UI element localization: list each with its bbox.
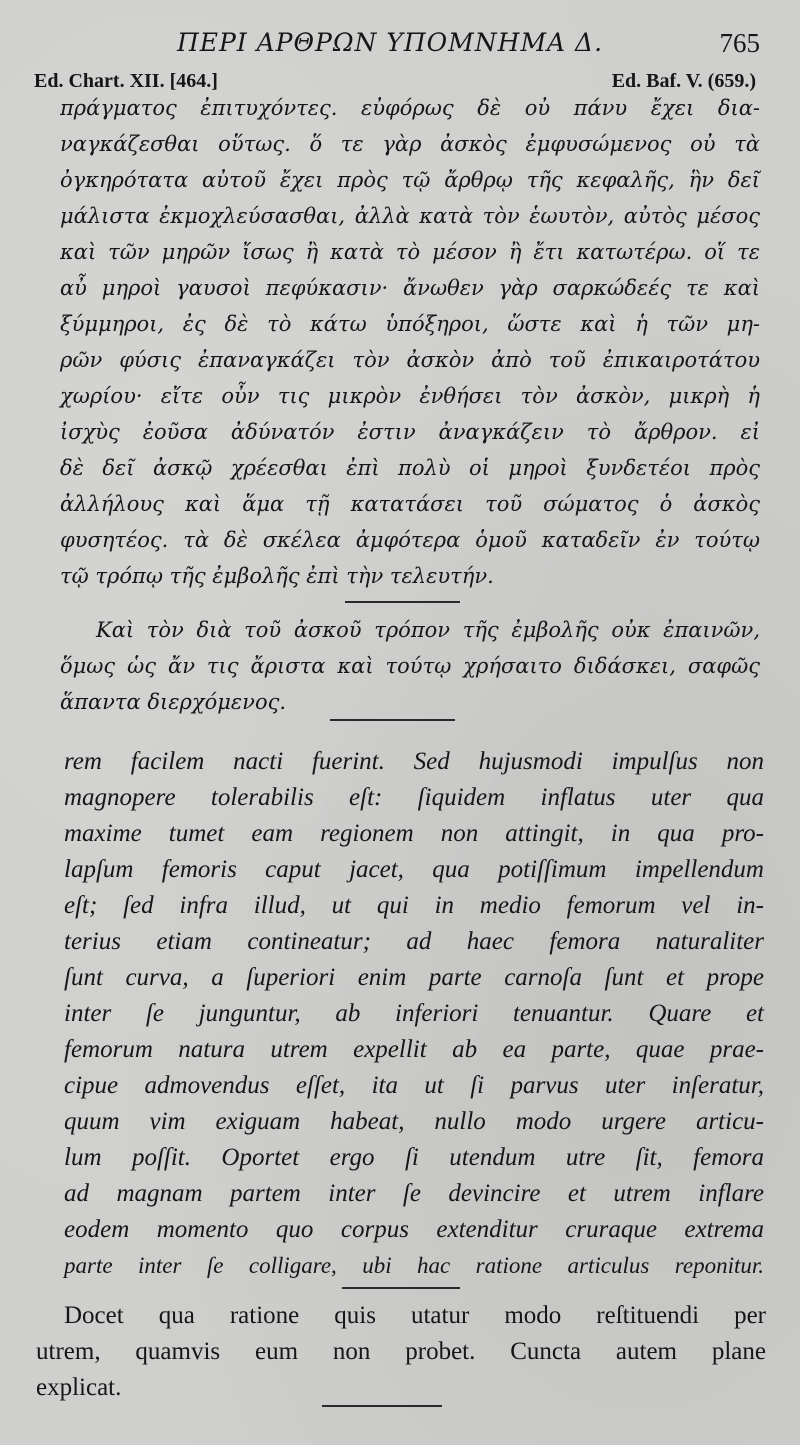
text-line: φυσητέος. τὰ δὲ σκέλεα ἀμφότερα ὁμοῦ καταδεῖν ἐν τούτῳ xyxy=(60,528,760,552)
text-line: magnopere tolerabilis eſt: ſiquidem inflatus uter qua xyxy=(64,784,764,811)
section-divider xyxy=(345,601,460,603)
text-line: quum vim exiguam habeat, nullo modo urgere articu- xyxy=(64,1108,764,1135)
greek-text-main xyxy=(60,90,760,594)
section-divider xyxy=(330,719,455,721)
text-line: μάλιστα ἐκμοχλεύσασθαι, ἀλλὰ κατὰ τὸν ἑωυτὸν, αὐτὸς μέσος xyxy=(60,204,760,228)
edition-reference-right: Ed. Baf. V. (659.) xyxy=(611,70,756,92)
text-line: ναγκάζεσθαι οὕτως. ὅ τε γὰρ ἀσκὸς ἐμφυσώμενος οὐ τὰ xyxy=(60,132,760,156)
text-line: femorum natura utrem expellit ab ea parte, quae prae- xyxy=(64,1036,764,1063)
edition-reference-left: Ed. Chart. XII. [464.] xyxy=(34,70,218,92)
text-line: ρῶν φύσις ἐπαναγκάζει τὸν ἀσκὸν ἀπὸ τοῦ ἐπικαιροτάτου xyxy=(60,348,760,372)
text-line: parte inter ſe colligare, ubi hac ratione articulus reponitur. xyxy=(64,1253,764,1278)
text-line: eodem momento quo corpus extenditur cruraque extrema xyxy=(64,1216,764,1243)
text-line: ἰσχὺς ἐοῦσα ἀδύνατόν ἐστιν ἀναγκάζειν τὸ ἄρθρον. εἰ xyxy=(60,420,760,444)
latin-translation xyxy=(64,744,764,1284)
text-line: eſt; ſed infra illud, ut qui in medio femorum vel in- xyxy=(64,892,764,919)
text-line: explicat. xyxy=(36,1374,122,1401)
text-line: inter ſe junguntur, ab inferiori tenuantur. Quare et xyxy=(64,1000,764,1027)
text-line: terius etiam contineatur; ad haec femora naturaliter xyxy=(64,928,764,955)
greek-commentary xyxy=(60,612,760,720)
text-line: ſunt curva, a ſuperiori enim parte carnoſa ſunt et prope xyxy=(64,964,764,991)
text-line: ἅπαντα διερχόμενος. xyxy=(60,690,287,714)
text-line: ὅμως ὡς ἄν τις ἄριστα καὶ τούτῳ χρήσαιτο διδάσκει, σαφῶς xyxy=(60,654,760,678)
text-line: utrem, quamvis eum non probet. Cuncta autem plane xyxy=(36,1338,766,1365)
text-line: ξύμμηροι, ἐς δὲ τὸ κάτω ὑπόξηροι, ὥστε καὶ ἡ τῶν μη- xyxy=(60,312,760,336)
latin-summary xyxy=(36,1298,766,1406)
text-line: ad magnam partem inter ſe devincire et utrem inflare xyxy=(64,1180,764,1207)
text-line: rem facilem nacti fuerint. Sed hujusmodi impulſus non xyxy=(64,748,764,775)
text-line: Καὶ τὸν διὰ τοῦ ἀσκοῦ τρόπον τῆς ἐμβολῆς οὐκ ἐπαινῶν, xyxy=(96,618,760,642)
text-line: ἀλλήλους καὶ ἅμα τῇ κατατάσει τοῦ σώματος ὁ ἀσκὸς xyxy=(60,492,760,516)
text-line: πράγματος ἐπιτυχόντες. εὐφόρως δὲ οὐ πάνυ ἔχει δια- xyxy=(60,96,760,120)
section-divider xyxy=(342,1287,460,1289)
running-head: ΠΕΡΙ ΑΡΘΡΩΝ ΥΠΟΜΝΗΜΑ Δ. xyxy=(176,28,604,57)
text-line: χωρίου· εἴτε οὖν τις μικρὸν ἐνθήσει τὸν ἀσκὸν, μικρὴ ἡ xyxy=(60,384,760,408)
text-line: lapſum femoris caput jacet, qua potiſſimum impellendum xyxy=(64,856,764,883)
page-number: 765 xyxy=(719,28,760,58)
text-line: maxime tumet eam regionem non attingit, in qua pro- xyxy=(64,820,764,847)
text-line: lum poſſit. Oportet ergo ſi utendum utre ſit, femora xyxy=(64,1144,764,1171)
text-line: cipue admovendus eſſet, ita ut ſi parvus uter inſeratur, xyxy=(64,1072,764,1099)
section-divider xyxy=(322,1405,442,1407)
text-line: ὀγκηρότατα αὐτοῦ ἔχει πρὸς τῷ ἄρθρῳ τῆς κεφαλῆς, ἣν δεῖ xyxy=(60,168,760,192)
text-line: αὖ μηροὶ γαυσοὶ πεφύκασιν· ἄνωθεν γὰρ σαρκώδεές τε καὶ xyxy=(60,276,760,300)
text-line: δὲ δεῖ ἀσκῷ χρέεσθαι ἐπὶ πολὺ οἱ μηροὶ ξυνδετέοι πρὸς xyxy=(60,456,760,480)
text-line: καὶ τῶν μηρῶν ἴσως ἢ κατὰ τὸ μέσον ἢ ἔτι κατωτέρω. οἵ τε xyxy=(60,240,760,264)
text-line: τῷ τρόπῳ τῆς ἐμβολῆς ἐπὶ τὴν τελευτήν. xyxy=(60,564,494,588)
text-line: Docet qua ratione quis utatur modo reſtituendi per xyxy=(64,1302,766,1329)
